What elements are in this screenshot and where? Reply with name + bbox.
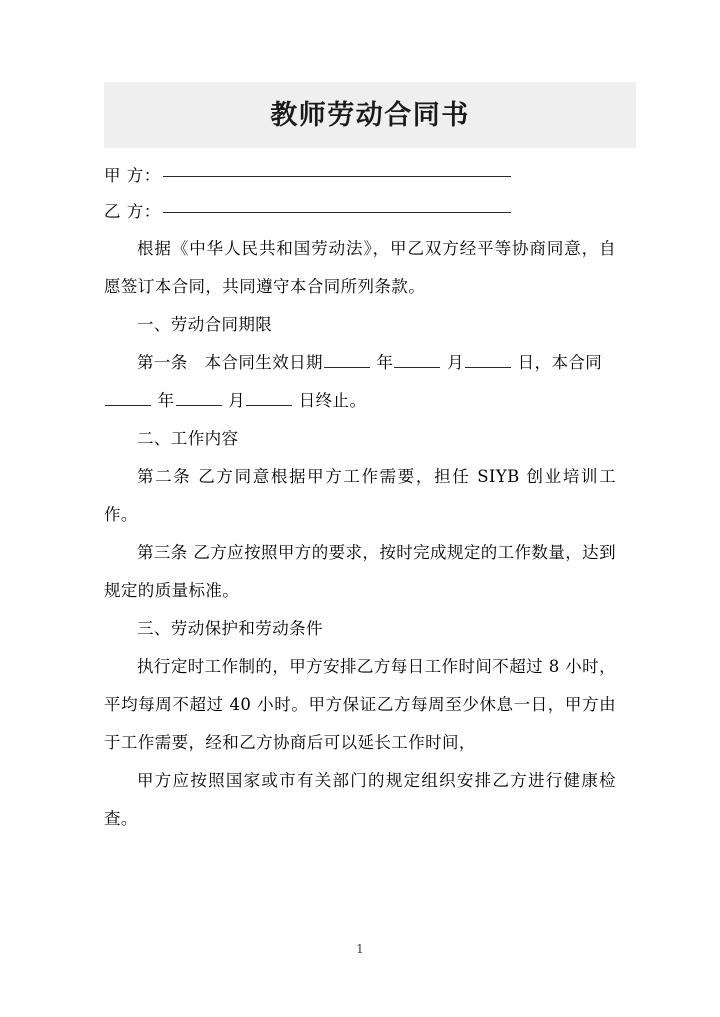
- blank-end-year[interactable]: [105, 390, 151, 406]
- party-blank-jia[interactable]: [163, 176, 511, 177]
- label-end-year: 年: [152, 391, 175, 410]
- label-start-year: 年: [370, 353, 394, 372]
- label-end-day: 日终止。: [293, 391, 367, 410]
- document-body: [104, 158, 616, 838]
- heading-section-one: 一、劳动合同期限: [137, 315, 273, 334]
- blank-start-day[interactable]: [465, 352, 511, 368]
- heading-section-two: 二、工作内容: [137, 429, 239, 448]
- party-label-yi: 乙 方：: [104, 202, 161, 221]
- page-number: 1: [356, 942, 364, 956]
- page-title: 教师劳动合同书: [270, 99, 470, 131]
- heading-section-three: 三、劳动保护和劳动条件: [137, 619, 323, 638]
- label-end-month: 月: [222, 391, 246, 410]
- party-blank-yi[interactable]: [163, 212, 511, 213]
- party-line-yi: [104, 194, 616, 230]
- paragraph-article-one-end: [104, 382, 616, 420]
- party-label-jia: 甲 方：: [104, 166, 161, 185]
- article-one-prefix: 第一条 本合同生效日期: [137, 353, 323, 372]
- title-band: [104, 82, 636, 148]
- blank-end-day[interactable]: [246, 390, 292, 406]
- paragraph-article-three: 第三条 乙方应按照甲方的要求，按时完成规定的工作数量，达到规定的质量标准。: [104, 543, 616, 600]
- blank-start-year[interactable]: [324, 352, 370, 368]
- paragraph-preamble: 根据《中华人民共和国劳动法》，甲乙双方经平等协商同意，自愿签订本合同，共同遵守本合同所列条款。: [104, 239, 616, 296]
- paragraph-article-one: [104, 344, 616, 382]
- paragraph-health-check: 甲方应按照国家或市有关部门的规定组织安排乙方进行健康检查。: [104, 771, 616, 828]
- party-line-jia: [104, 158, 616, 194]
- label-start-month: 月: [441, 353, 464, 372]
- blank-end-month[interactable]: [176, 390, 222, 406]
- paragraph-working-hours: 执行定时工作制的，甲方安排乙方每日工作时间不超过 8 小时，平均每周不超过 40 小时。甲方保证乙方每周至少休息一日，甲方由于工作需要，经和乙方协商后可以延长工作时间，: [104, 657, 616, 752]
- blank-start-month[interactable]: [394, 352, 440, 368]
- label-start-day: 日，本合同: [512, 353, 603, 372]
- paragraph-article-two: 第二条 乙方同意根据甲方工作需要，担任 SIYB 创业培训工作。: [104, 467, 616, 524]
